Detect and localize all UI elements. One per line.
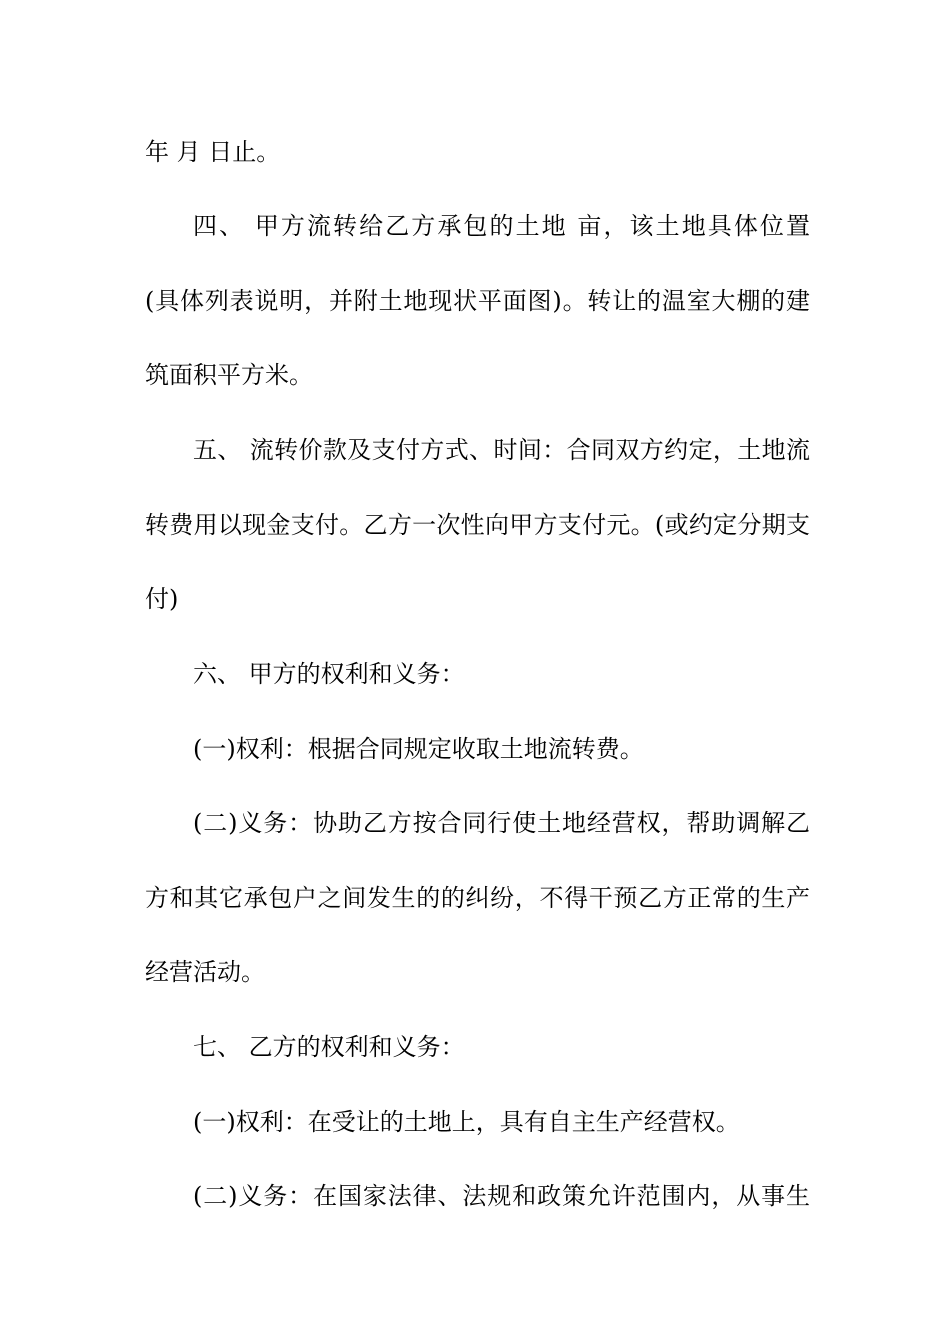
- text-line: 经营活动。: [145, 958, 265, 986]
- text-line: 六、 甲方的权利和义务：: [193, 660, 465, 688]
- text-line: 四、 甲方流转给乙方承包的土地 亩，该土地具体位置: [193, 212, 810, 240]
- text-line: 方和其它承包户之间发生的的纠纷，不得干预乙方正常的生产: [145, 884, 810, 912]
- text-line: (一)权利：根据合同规定收取土地流转费。: [193, 735, 644, 763]
- text-line: 五、 流转价款及支付方式、时间：合同双方约定，土地流: [193, 436, 810, 464]
- text-line: 七、 乙方的权利和义务：: [193, 1033, 465, 1061]
- text-line: 转费用以现金支付。乙方一次性向甲方支付元。(或约定分期支: [145, 511, 810, 539]
- text-line: 年 月 日止。: [145, 138, 281, 166]
- text-line: (具体列表说明，并附土地现状平面图)。转让的温室大棚的建: [145, 287, 810, 315]
- text-line: (二)义务：协助乙方按合同行使土地经营权，帮助调解乙: [193, 809, 810, 837]
- text-line: (二)义务：在国家法律、法规和政策允许范围内，从事生: [193, 1182, 810, 1210]
- text-line: 付): [145, 585, 179, 613]
- text-line: 筑面积平方米。: [145, 361, 313, 389]
- text-line: (一)权利：在受让的土地上，具有自主生产经营权。: [193, 1108, 740, 1136]
